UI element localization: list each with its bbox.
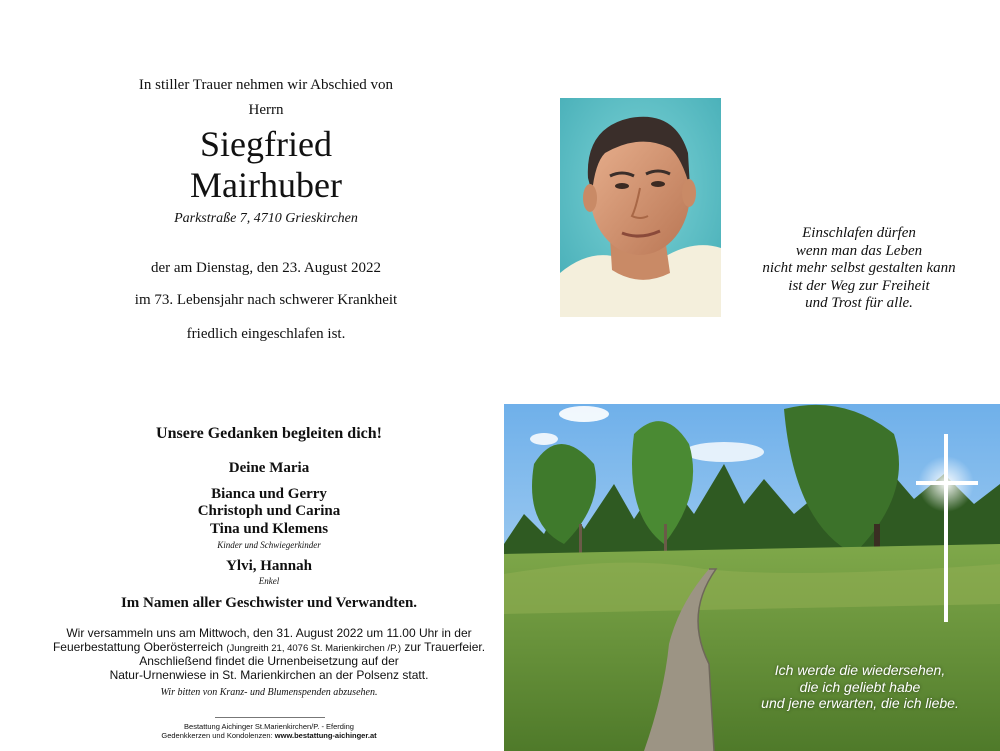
children-couple: Tina und Klemens	[209, 521, 329, 537]
service-purpose: zur Trauerfeier.	[404, 640, 486, 654]
address: Parkstraße 7, 4710 Grieskirchen	[174, 211, 358, 226]
service-info-line: Natur-Urnenwiese in St. Marienkirchen an der Polsenz statt.	[109, 668, 429, 682]
salutation: Herrn	[248, 102, 284, 118]
age-line: im 73. Lebensjahr nach schwerer Krankheit	[134, 292, 398, 308]
children-note: Kinder und Schwiegerkinder	[217, 540, 321, 550]
poem-line: ist der Weg zur Freiheit	[788, 277, 930, 294]
poem-line: Einschlafen dürfen	[802, 225, 916, 241]
portrait-photo	[560, 98, 721, 317]
poem	[745, 225, 973, 313]
children-couple: Christoph und Carina	[197, 503, 341, 519]
contact-label: Gedenkkerzen und Kondolenzen:	[161, 731, 273, 740]
grandchildren-names: Ylvi, Hannah	[226, 558, 312, 574]
poem-line: nicht mehr selbst gestalten kann	[762, 260, 956, 276]
passing-line: friedlich eingeschlafen ist.	[186, 326, 346, 342]
contact-url[interactable]: www.bestattung-aichinger.at	[274, 731, 377, 740]
footer-divider	[215, 717, 325, 718]
flower-note: Wir bitten von Kranz- und Blumenspenden abzusehen.	[160, 687, 378, 698]
service-venue: Feuerbestattung Oberösterreich	[52, 640, 224, 654]
service-info-line: Wir versammeln uns am Mittwoch, den 31. August 2022 um 11.00 Uhr in der	[66, 626, 472, 640]
landscape-quote	[720, 662, 1000, 712]
deceased-last-name: Mairhuber	[190, 165, 342, 205]
wife-name: Deine Maria	[228, 460, 310, 476]
quote-line: die ich geliebt habe	[799, 678, 921, 695]
mourners-heading: Unsere Gedanken begleiten dich!	[156, 425, 382, 442]
quote-line: und jene erwarten, die ich liebe.	[761, 695, 959, 711]
intro-text: In stiller Trauer nehmen wir Abschied von	[138, 77, 394, 93]
deceased-first-name: Siegfried	[200, 124, 332, 164]
children-couple: Bianca und Gerry	[211, 486, 327, 502]
siblings-line: Im Namen aller Geschwister und Verwandten.	[120, 595, 418, 611]
death-date-line: der am Dienstag, den 23. August 2022	[151, 260, 381, 276]
poem-line: und Trost für alle.	[805, 295, 913, 311]
contact-line	[30, 731, 508, 740]
service-info-line: Anschließend findet die Urnenbeisetzung auf der	[139, 654, 399, 668]
service-venue-address: (Jungreith 21, 4076 St. Marienkirchen /P.)	[226, 643, 401, 654]
grandchildren-note: Enkel	[258, 576, 280, 586]
quote-line: Ich werde die wiedersehen,	[774, 662, 946, 678]
poem-line: wenn man das Leben	[795, 242, 923, 259]
funeral-home: Bestattung Aichinger St.Marienkirchen/P. - Eferding	[184, 722, 354, 731]
